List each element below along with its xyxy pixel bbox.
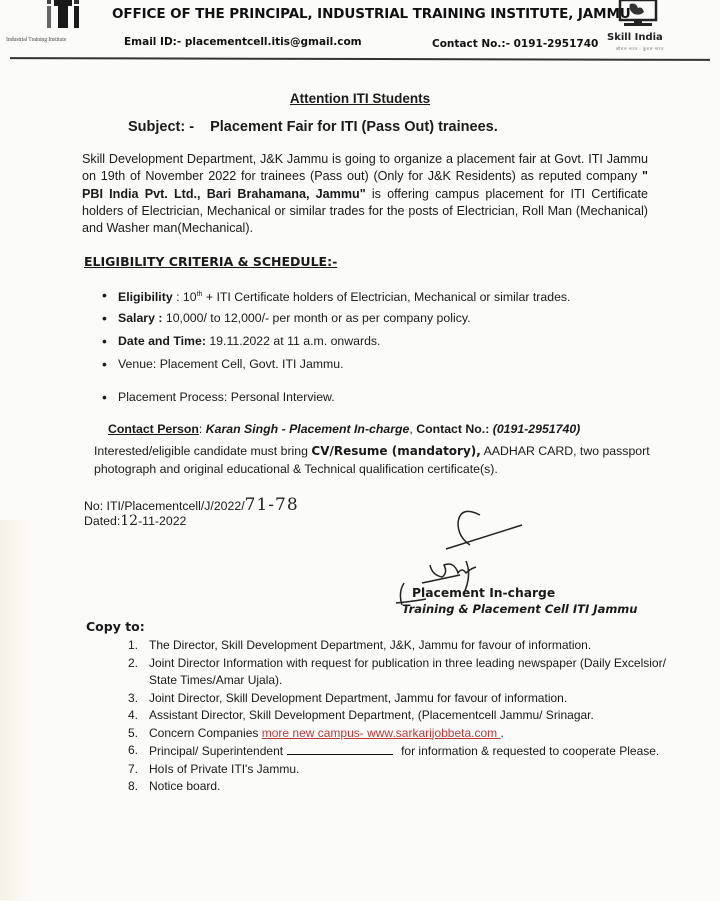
reference-number: No: ITI/Placementcell/J/2022/71-78 xyxy=(84,495,299,515)
intro-paragraph: Skill Development Department, J&K Jammu is going to organize a placement fair at Govt. ITI Jammu on 19th of November 2022 for trainees (Pass out) (Only for J&K Residents) as reputed company " PBI India Pvt. Ltd., Bari Brahamana, Jammu" is offering campus placement for ITI Certificate holders of Electrician, Mechanical or similar trades for the posts of Electrician, Roll Man (Mechanical) and Washer man(Mechanical). xyxy=(82,152,648,236)
blank-line xyxy=(287,742,393,755)
date-time-item: • Date and Time: 19.11.2022 at 11 a.m. onwards. xyxy=(100,332,570,355)
copy-to-heading: Copy to: xyxy=(86,619,145,634)
header-divider xyxy=(10,57,710,61)
subject-label: Subject: - xyxy=(128,119,195,135)
copy-to-item: 2. Joint Director Information with request for publication in three leading newspaper (Daily Excelsior/ State Times/Amar Ujala). xyxy=(128,655,666,687)
handwritten-day: 12 xyxy=(120,513,139,529)
eligibility-heading: ELIGIBILITY CRITERIA & SCHEDULE:- xyxy=(84,254,338,269)
office-title: OFFICE OF THE PRINCIPAL, INDUSTRIAL TRAINING INSTITUTE, JAMMU xyxy=(112,6,631,22)
salary-item: • Salary : 10,000/ to 12,000/- per month or as per company policy. xyxy=(100,309,570,332)
copy-to-item: 6. Principal/ Superintendent for information & requested to cooperate Please. xyxy=(128,743,660,758)
contact-person: Contact Person: Karan Singh - Placement In-charge, Contact No.: (0191-2951740) xyxy=(108,422,581,436)
signatory-department: Training & Placement Cell ITI Jammu xyxy=(402,602,638,616)
venue-item: • Venue: Placement Cell, Govt. ITI Jammu. xyxy=(100,355,570,378)
subject-value: Placement Fair for ITI (Pass Out) trainees. xyxy=(210,119,498,135)
copy-to-item: 7. HoIs of Private ITI's Jammu. xyxy=(128,761,300,776)
copy-to-item: 5. Concern Companies more new campus- www.sarkarijobbeta.com . xyxy=(128,725,504,740)
skill-india-logo-icon xyxy=(616,0,660,28)
copy-to-list xyxy=(128,637,668,796)
signatory-title: Placement In-charge xyxy=(412,586,556,600)
contact-number: (0191-2951740) xyxy=(492,422,581,436)
skill-india-tagline: कौशल भारत - कुशल भारत xyxy=(616,46,664,51)
iti-logo-caption: Industrial Training Institute xyxy=(6,37,67,43)
iti-logo-icon xyxy=(44,0,90,28)
copy-to-item: 8. Notice board. xyxy=(128,779,221,793)
eligibility-item: • Eligibility : 10th + ITI Certificate holders of Electrician, Mechanical or similar trades. xyxy=(100,286,570,309)
reference-date: Dated:12-11-2022 xyxy=(84,513,187,529)
copy-to-item: 3. Joint Director, Skill Development Department, Jammu for favour of information. xyxy=(128,690,568,705)
documents-required: Interested/eligible candidate must bring CV/Resume (mandatory), AADHAR CARD, two passport photograph and original educational & Technical qualification certificate(s). xyxy=(94,444,650,476)
contact-name: Karan Singh - Placement In-charge xyxy=(205,422,410,436)
eligibility-list xyxy=(100,286,570,411)
process-item: • Placement Process: Personal Interview. xyxy=(100,388,570,411)
company-name: " PBI India Pvt. Ltd., Bari Brahamana, Jammu" xyxy=(82,169,648,201)
skill-india-label: Skill India xyxy=(607,32,663,43)
office-contact: Contact No.:- 0191-2951740 xyxy=(432,38,599,50)
paper-shadow xyxy=(0,520,30,900)
subject-line xyxy=(128,119,498,135)
handwritten-number: 71-78 xyxy=(244,495,299,515)
copy-to-item: 4. Assistant Director, Skill Development Department, (Placementcell Jammu/ Srinagar. xyxy=(128,708,594,722)
copy-to-item: 1. The Director, Skill Development Department, J&K, Jammu for favour of information. xyxy=(128,638,592,652)
letterhead xyxy=(0,0,720,52)
attention-heading: Attention ITI Students xyxy=(289,91,431,106)
office-email: Email ID:- placementcell.itis@gmail.com xyxy=(124,36,362,48)
website-link[interactable]: more new campus- www.sarkarijobbeta.com xyxy=(261,725,501,740)
